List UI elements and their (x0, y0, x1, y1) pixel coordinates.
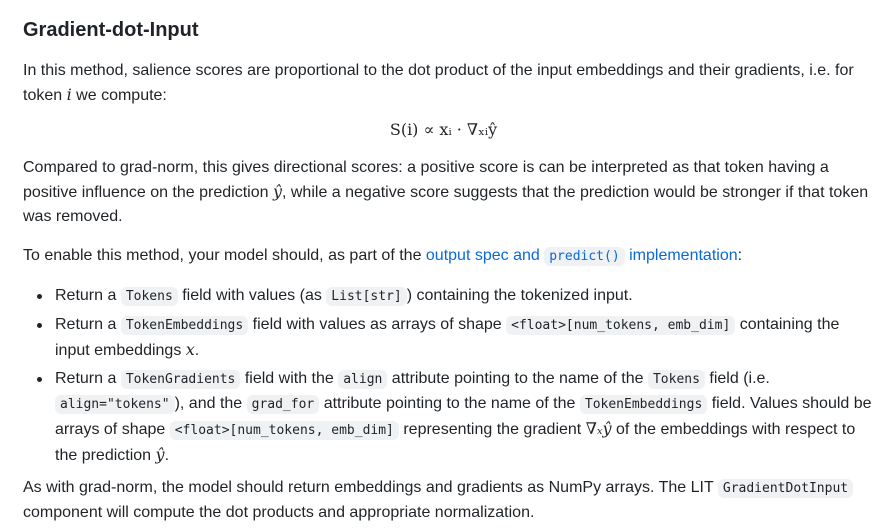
intro-paragraph (23, 59, 873, 108)
code-align-tokens: align="tokens" (55, 395, 175, 414)
enable-text: To enable this method, your model should, as part of the (23, 247, 426, 264)
list-text: Return a (55, 316, 121, 333)
requirements-list (23, 284, 873, 468)
link-text-2[interactable]: implementation (624, 247, 738, 264)
list-text: field with values (as (177, 287, 327, 304)
comparison-text-end: , while a negative score suggests that the prediction would be stronger if that token was removed. (23, 184, 869, 225)
code-shape: <float>[num_tokens, emb_dim] (170, 421, 399, 440)
comparison-text: Compared to grad-norm, this gives directional scores: a positive score is can be interpreted as that token having a positive influence on the prediction (23, 159, 829, 201)
code-token-embeddings: TokenEmbeddings (121, 316, 248, 335)
math-var-yhat: ŷ (155, 445, 165, 464)
list-text: attribute pointing to the name of the (387, 370, 648, 387)
list-text: field with the (240, 370, 339, 387)
list-text: Return a (55, 287, 121, 304)
code-gradient-dot-input: GradientDotInput (718, 479, 853, 498)
list-text: Return a (55, 370, 121, 387)
code-shape: <float>[num_tokens, emb_dim] (506, 316, 735, 335)
list-text: . (164, 447, 170, 464)
code-token-gradients: TokenGradients (121, 370, 241, 389)
enable-text-end: : (737, 247, 743, 264)
list-text: representing the gradient (398, 421, 586, 438)
code-align: align (338, 370, 387, 389)
list-item-embeddings (23, 313, 873, 363)
list-text: ), and the (174, 395, 247, 412)
list-text: ) containing the tokenized input. (406, 287, 633, 304)
link-code-predict[interactable]: predict() (544, 247, 624, 266)
code-tokens: Tokens (121, 287, 178, 306)
list-text: attribute pointing to the name of the (319, 395, 580, 412)
code-tokens: Tokens (648, 370, 705, 389)
math-var-i: i (66, 85, 72, 104)
list-text: . (194, 342, 200, 359)
list-text: field (i.e. (704, 370, 770, 387)
math-var-yhat: ŷ (272, 182, 282, 201)
list-item-gradients (23, 367, 873, 468)
salience-formula: S(i) ∝ xᵢ · ∇ₓᵢŷ (389, 120, 498, 139)
intro-text-end: we compute: (71, 87, 167, 104)
code-grad-for: grad_for (247, 395, 320, 414)
intro-text: In this method, salience scores are proportional to the dot product of the input embeddings and their gradients, i.e. for token (23, 62, 854, 104)
code-token-embeddings: TokenEmbeddings (580, 395, 707, 414)
link-text-1[interactable]: output spec and (425, 247, 545, 264)
output-spec-link[interactable] (426, 247, 738, 264)
closing-paragraph (23, 476, 873, 525)
list-text: field with values as arrays of shape (248, 316, 507, 333)
list-text: of the embeddings with respect to the prediction (55, 421, 856, 464)
closing-text: As with grad-norm, the model should return embeddings and gradients as NumPy arrays. The LIT (23, 479, 718, 496)
comparison-paragraph (23, 156, 873, 229)
list-text: field. Values should be arrays of shape (55, 395, 872, 438)
list-text: containing the input embeddings (55, 316, 840, 359)
enable-paragraph (23, 244, 873, 269)
math-gradient: ∇ₓŷ (585, 419, 612, 438)
list-item-tokens (23, 284, 873, 309)
math-var-x: x (185, 340, 195, 359)
section-heading: Gradient-dot-Input (23, 19, 199, 41)
closing-text-end: component will compute the dot products and appropriate normalization. (23, 504, 535, 521)
code-list-str: List[str] (326, 287, 406, 306)
